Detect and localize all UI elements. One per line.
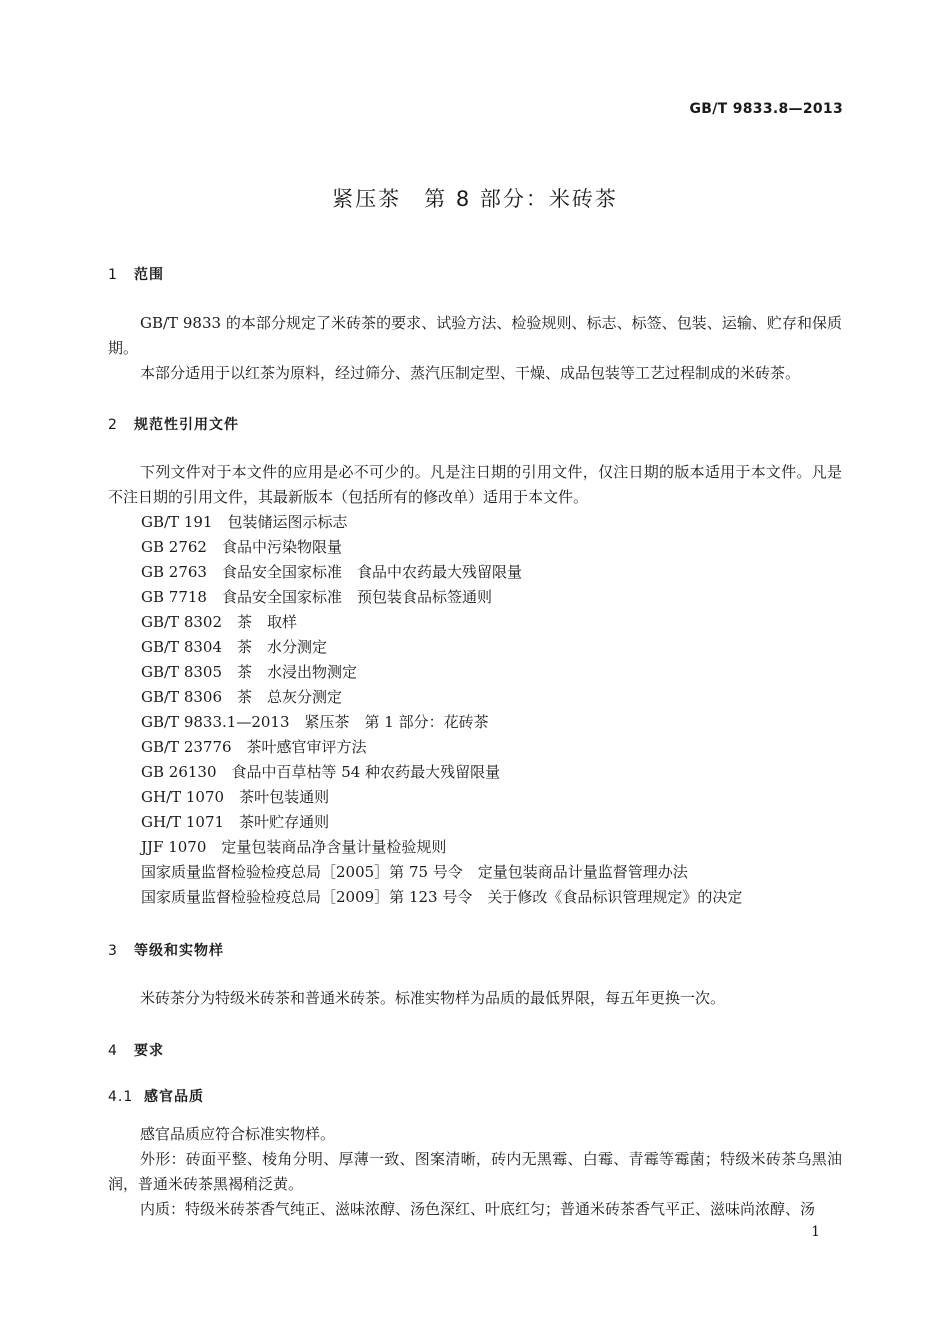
subsection-title: 感官品质 <box>144 1089 204 1105</box>
subsection-4-1-paragraph: 内质：特级米砖茶香气纯正、滋味浓醇、汤色深红、叶底红匀；普通米砖茶香气平正、滋味尚浓醇、汤 <box>140 1200 816 1218</box>
reference-item: GB 2762 食品中污染物限量 <box>141 538 342 556</box>
section-3-heading <box>108 940 224 960</box>
reference-item: GB 26130 食品中百草枯等 54 种农药最大残留限量 <box>141 763 501 781</box>
section-number: 2 <box>108 417 118 433</box>
reference-item: 国家质量监督检验检疫总局［2005］第 75 号令 定量包装商品计量监督管理办法 <box>141 863 688 881</box>
reference-item: GB 7718 食品安全国家标准 预包装食品标签通则 <box>141 588 492 606</box>
subsection-4-1-paragraph: 感官品质应符合标准实物样。 <box>140 1125 336 1143</box>
section-title: 等级和实物样 <box>134 943 224 959</box>
section-1-paragraph: 本部分适用于以红茶为原料，经过筛分、蒸汽压制定型、干燥、成品包装等工艺过程制成的米砖茶。 <box>140 364 801 382</box>
section-4-heading <box>108 1040 164 1060</box>
reference-item: JJF 1070 定量包装商品净含量计量检验规则 <box>141 838 447 856</box>
section-number: 1 <box>108 267 118 283</box>
document-title: 紧压茶 第 8 部分：米砖茶 <box>332 187 618 211</box>
standard-code: GB/T 9833.8—2013 <box>689 101 843 117</box>
section-number: 4 <box>108 1043 118 1059</box>
reference-item: GB/T 8306 茶 总灰分测定 <box>141 688 343 706</box>
reference-item: GB/T 23776 茶叶感官审评方法 <box>141 738 367 756</box>
reference-item: GB/T 191 包装储运图示标志 <box>141 513 348 531</box>
subsection-number: 4.1 <box>108 1089 134 1105</box>
reference-item: GH/T 1071 茶叶贮存通则 <box>141 813 330 831</box>
reference-item: GB/T 9833.1—2013 紧压茶 第 1 部分：花砖茶 <box>141 713 489 731</box>
reference-item: 国家质量监督检验检疫总局［2009］第 123 号令 关于修改《食品标识管理规定》的决定 <box>141 888 743 906</box>
reference-item: GH/T 1070 茶叶包装通则 <box>141 788 330 806</box>
section-2-intro: 下列文件对于本文件的应用是必不可少的。凡是注日期的引用文件，仅注日期的版本适用于本文件。凡是不注日期的引用文件，其最新版本（包括所有的修改单）适用于本文件。 <box>108 463 842 506</box>
section-3-paragraph: 米砖茶分为特级米砖茶和普通米砖茶。标准实物样为品质的最低界限，每五年更换一次。 <box>140 989 726 1007</box>
section-1-paragraph: GB/T 9833 的本部分规定了米砖茶的要求、试验方法、检验规则、标志、标签、包装、运输、贮存和保质期。 <box>108 314 842 357</box>
section-title: 规范性引用文件 <box>134 417 239 433</box>
subsection-4-1-heading <box>108 1086 204 1106</box>
section-2-heading <box>108 414 239 434</box>
page-number: 1 <box>811 1224 820 1240</box>
reference-item: GB/T 8304 茶 水分测定 <box>141 638 328 656</box>
reference-item: GB 2763 食品安全国家标准 食品中农药最大残留限量 <box>141 563 522 581</box>
reference-item: GB/T 8302 茶 取样 <box>141 613 298 631</box>
section-1-heading <box>108 264 164 284</box>
section-number: 3 <box>108 943 118 959</box>
subsection-4-1-paragraph: 外形：砖面平整、棱角分明、厚薄一致、图案清晰，砖内无黑霉、白霉、青霉等霉菌；特级米砖茶乌黑油润，普通米砖茶黑褐稍泛黄。 <box>108 1150 842 1193</box>
section-title: 范围 <box>134 267 164 283</box>
section-title: 要求 <box>134 1043 164 1059</box>
reference-item: GB/T 8305 茶 水浸出物测定 <box>141 663 358 681</box>
